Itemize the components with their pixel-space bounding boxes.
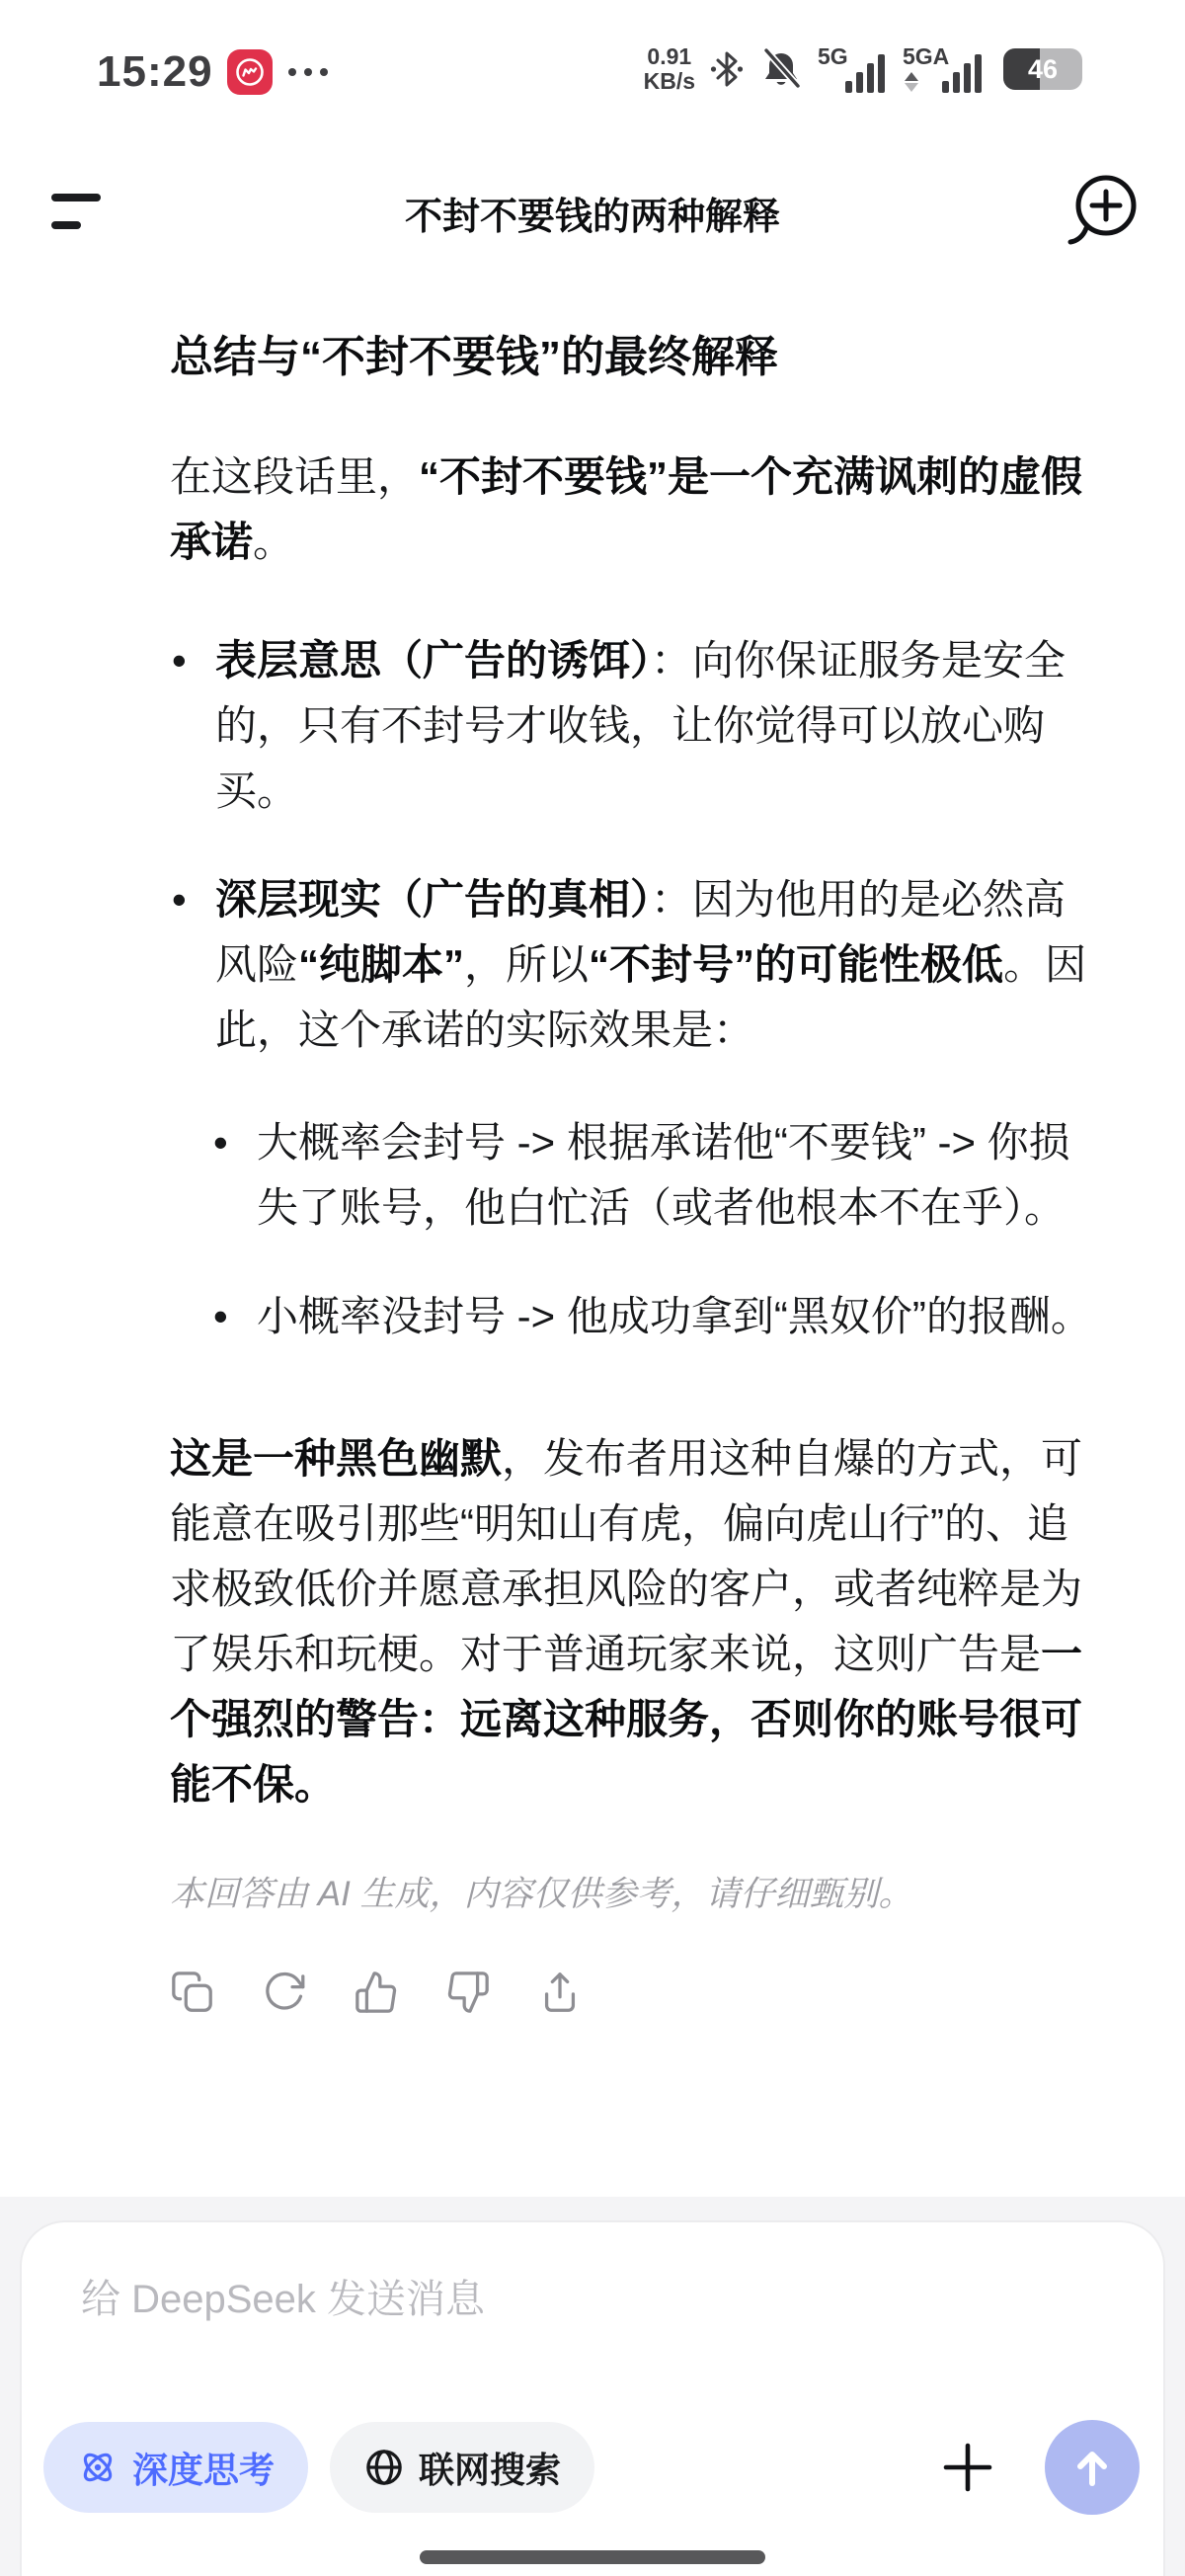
share-icon[interactable] [537, 1970, 583, 2015]
list-item-text: 小概率没封号 -> 他成功拿到“黑奴价”的报酬。 [257, 1293, 1092, 1339]
ai-disclaimer: 本回答由 AI 生成，内容仅供参考，请仔细甄别。 [170, 1875, 913, 1913]
network-speed: 0.91 KB/s [643, 43, 695, 94]
message-list [170, 1110, 1102, 1349]
thumbs-down-icon[interactable] [445, 1970, 491, 2015]
attach-icon[interactable] [936, 2436, 999, 2499]
thumbs-up-icon[interactable] [354, 1970, 399, 2015]
bullet-marker: • [213, 1119, 228, 1166]
deep-think-toggle[interactable]: 深度思考 [43, 2422, 308, 2513]
list-item [172, 867, 1102, 1063]
message-input[interactable]: 给 DeepSeek 发送消息 [81, 2278, 486, 2321]
list-item-text: 深层现实（广告的真相）：因为他用的是必然高风险“纯脚本”，所以“不封号”的可能性极低。因此，这个承诺的实际效果是： [215, 876, 1087, 1053]
bullet-marker: • [172, 876, 187, 923]
composer-toolbar [43, 2420, 1140, 2515]
copy-icon[interactable] [170, 1970, 215, 2015]
message-paragraph: 这是一种黑色幽默，发布者用这种自爆的方式，可能意在吸引那些“明知山有虎，偏向虎山行”的、追求极致低价并愿意承担风险的客户，或者纯粹是为了娱乐和玩梗。对于普通玩家来说，这则广告是一个强烈的警告：远离这种服务，否则你的账号很可能不保。 [170, 1435, 1083, 1808]
message-list [170, 628, 1102, 1063]
new-chat-icon[interactable] [1066, 170, 1142, 251]
battery-indicator [1003, 48, 1078, 90]
message-actions [170, 1970, 1102, 2015]
message-heading: 总结与“不封不要钱”的最终解释 [170, 333, 778, 381]
mute-bell-icon [758, 46, 804, 92]
assistant-message [0, 328, 1185, 2015]
arrow-up-icon [1066, 2442, 1118, 2493]
list-item-text: 表层意思（广告的诱饵）：向你保证服务是安全的，只有不封号才收钱，让你觉得可以放心购买。 [215, 637, 1066, 814]
regenerate-icon[interactable] [262, 1970, 307, 2015]
list-item [213, 1110, 1102, 1241]
signal-sim1: 5G [818, 43, 889, 95]
bullet-marker: • [213, 1293, 228, 1339]
notification-app-icon [227, 49, 273, 95]
composer-area [0, 2197, 1185, 2576]
message-body [170, 328, 1102, 1918]
globe-icon [363, 2447, 405, 2488]
signal-bars-icon [942, 54, 982, 93]
crown-badge-icon [233, 55, 267, 89]
bluetooth-icon [709, 46, 745, 92]
composer-card [20, 2220, 1165, 2576]
list-item [172, 628, 1102, 824]
more-notifications-icon [286, 65, 330, 79]
data-arrows-icon [905, 72, 918, 92]
bullet-marker: • [172, 637, 187, 684]
battery-icon: 46 [1003, 48, 1082, 90]
atom-icon [77, 2447, 118, 2488]
list-item [213, 1284, 1102, 1349]
home-indicator[interactable] [420, 2550, 765, 2564]
app-header [0, 166, 1185, 261]
clock: 15:29 [97, 47, 213, 96]
chat-title: 不封不要钱的两种解释 [404, 197, 780, 238]
send-button[interactable] [1045, 2420, 1140, 2515]
list-item-text: 大概率会封号 -> 根据承诺他“不要钱” -> 你损失了账号，他白忙活（或者他根本不在乎）。 [257, 1119, 1070, 1231]
web-search-toggle[interactable]: 联网搜索 [330, 2422, 594, 2513]
status-bar [0, 38, 1185, 111]
signal-sim2: 5GA [903, 43, 989, 95]
message-paragraph: 在这段话里，“不封不要钱”是一个充满讽刺的虚假承诺。 [170, 453, 1083, 565]
signal-bars-icon [845, 54, 885, 93]
